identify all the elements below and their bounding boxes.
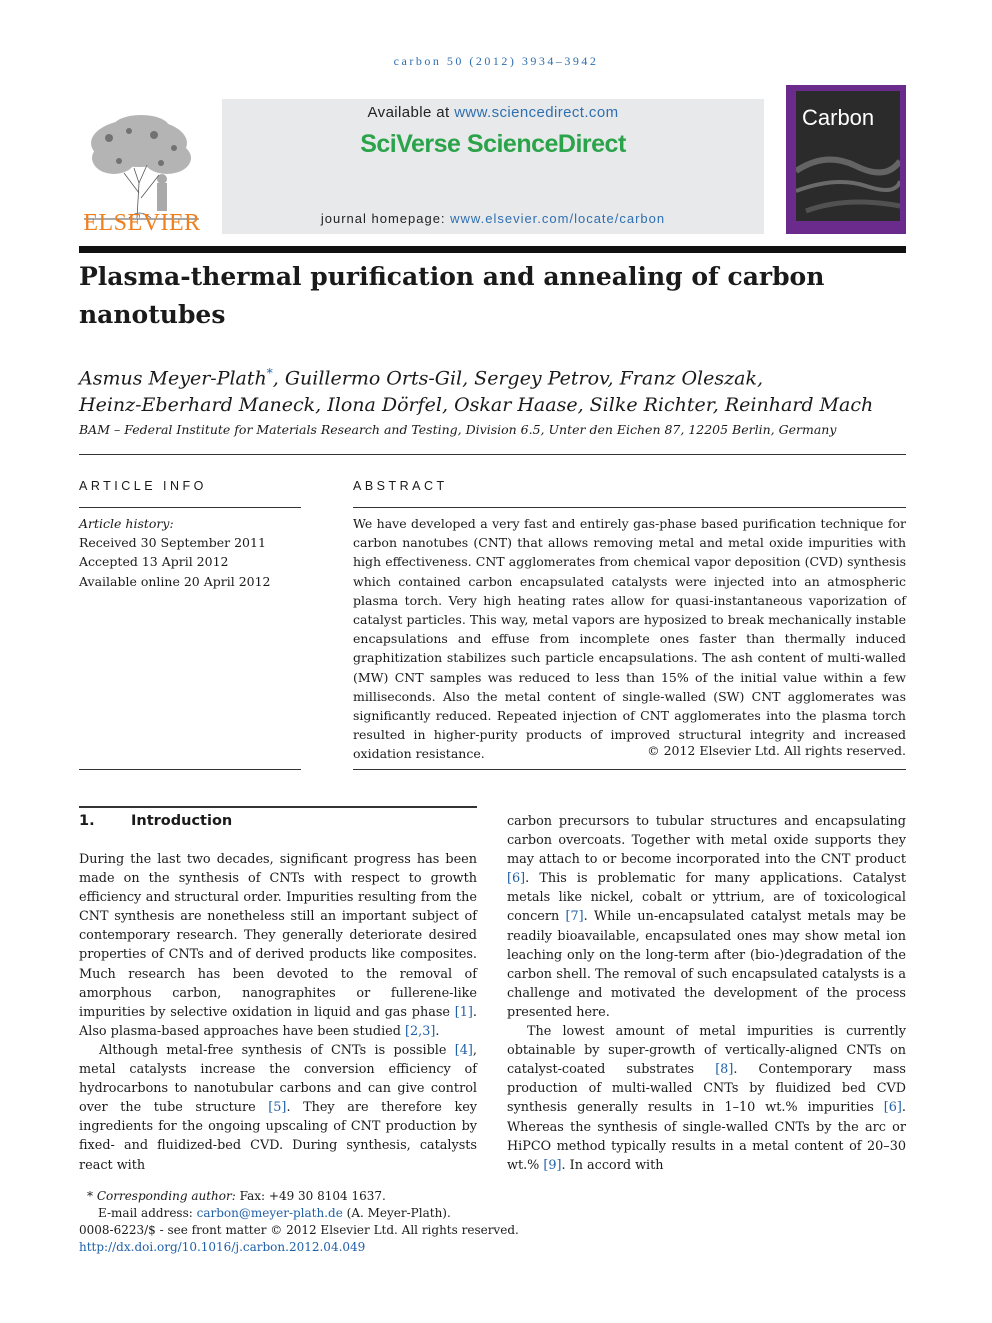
citation-link[interactable]: [4] [454,1042,473,1058]
sciencedirect-link[interactable]: www.sciencedirect.com [454,104,619,121]
issn-line: 0008-6223/$ - see front matter © 2012 Elsevier Ltd. All rights reserved. [79,1223,519,1237]
paragraph-text: The lowest amount of metal impurities is currently obtainable by super-growth of vertically-aligned CNTs on catalyst-coated substrates [507,1024,906,1078]
corresponding-author-label: Corresponding author: [96,1189,236,1203]
citation-link[interactable]: [5] [268,1100,287,1116]
publisher-name: ELSEVIER [83,210,201,236]
footnotes [79,1188,906,1256]
affiliation: BAM – Federal Institute for Materials Research and Testing, Division 6.5, Unter den Eichen 87, 12205 Berlin, Germany [79,422,837,437]
paragraph-text: Although metal-free synthesis of CNTs is possible [99,1042,455,1058]
homepage-prefix: journal homepage: [320,211,451,226]
paragraph-text: . In accord with [561,1157,664,1173]
citation-link[interactable]: [1] [454,1004,473,1020]
masthead-rule [79,246,906,253]
paragraph-text: . Contemporary mass production of multi-walled CNTs by fluidized bed CVD synthesis generally results in 1–10 wt.% impurities [507,1062,906,1116]
journal-homepage-link[interactable]: www.elsevier.com/locate/carbon [450,211,666,226]
article-info-bottom-rule [79,769,301,770]
cover-title: Carbon [802,105,875,130]
corresponding-author-marker[interactable]: * [266,366,273,380]
section-title: Introduction [131,813,233,829]
section-number: 1. [79,813,95,829]
abstract-text: We have developed a very fast and entirely gas-phase based purification technique for carbon nanotubes (CNT) that allows removing metal and metal oxide impurities with high effectiveness. CNT agglomerates from chemical vapor deposition (CVD) synthesis which contained carbon encapsulated catalysts were injected into an atmospheric plasma torch. Very high heating rates allow for quasi-instantaneous vaporization of catalyst particles. This way, metal vapors are hyposized to break mechanically instable encapsulations and effuse from incomplete ones faster than thermally induced graphitization stabilizes such particle encapsulations. The ash content of multi-walled (MW) CNT samples was reduced to less than 15% of the initial value within a few milliseconds. Also the metal content of single-walled (SW) CNT agglomerates was significantly reduced. Repeated injection of CNT agglomerates into the plasma torch resulted in higher-purity products of improved structural integrity and increased oxidation resistance. [353,516,906,762]
paragraph-text: During the last two decades, significant progress has been made on the synthesis of CNTs with respect to growth efficiency and structural order. Impurities resulting from the CNT synthesis are nonetheless still an important subject of contemporary research. They generally deteriorate desired properties of CNTs and of derived products like composites. Much research has been devoted to the removal of amorphous carbon, nanographites or fullerene-like impurities by selective oxidation in liquid and gas phase [79,852,477,1020]
paragraph [79,1041,477,1175]
available-at [222,104,764,121]
article-title: Plasma-thermal purification and annealing of carbon nanotubes [79,262,825,329]
journal-cover-image [786,85,906,234]
cover-artwork [796,91,900,228]
abstract-bottom-rule [353,769,906,770]
journal-homepage [222,211,764,226]
first-author: Asmus Meyer-Plath [79,367,267,390]
paragraph-text: . This is problematic for many applications. Catalyst metals like nickel, cobalt or yttrium, are of toxicological concern [507,871,906,925]
citation-link[interactable]: [9] [543,1157,562,1173]
article-history [79,514,301,591]
paragraph-text: . While un-encapsulated catalyst metals may be readily bioavailable, encapsulated ones may show metal ion leaching only on the long-term after (bio-)degradation of the carbon shell. The removal of such encapsulated catalysts is a challenge and motivated the development of the process presented here. [507,909,906,1020]
footnote-marker: * [87,1189,93,1203]
affiliation-rule [79,454,906,455]
citation-link[interactable]: [2,3] [405,1023,436,1039]
citation-link[interactable]: [6] [883,1100,902,1116]
authors-line1-rest: , Guillermo Orts-Gil, Sergey Petrov, Franz Oleszak, [272,367,764,390]
citation-link[interactable]: [7] [565,909,584,925]
accepted-date: Accepted 13 April 2012 [79,554,229,570]
citation-link[interactable]: [8] [715,1062,734,1078]
paragraph-text: . They are therefore key ingredients for the ongoing upscaling of CNT production by fixed- and fluidized-bed CVD. During synthesis, catalysts react with [79,1100,477,1173]
citation-link[interactable]: [6] [507,871,526,887]
platform-name: SciVerse ScienceDirect [360,130,626,158]
received-date: Received 30 September 2011 [79,535,266,551]
paragraph-text: . Whereas the synthesis of single-walled CNTs by the arc or HiPCO method typically results in a metal content of 20–30 wt.% [507,1100,906,1173]
abstract-copyright: © 2012 Elsevier Ltd. All rights reserved. [647,743,906,758]
abstract-label: ABSTRACT [353,479,448,493]
authors-line2: Heinz-Eberhard Maneck, Ilona Dörfel, Oskar Haase, Silke Richter, Reinhard Mach [79,394,874,417]
paragraph [79,850,477,1041]
author-list [79,360,906,419]
doi-link[interactable]: http://dx.doi.org/10.1016/j.carbon.2012.04.049 [79,1240,366,1254]
section-rule [79,806,477,808]
paragraph-text: . Also plasma-based approaches have been studied [79,1004,477,1039]
paragraph-text: . [435,1023,440,1039]
history-heading: Article history: [79,516,174,531]
journal-citation: carbon 50 (2012) 3934–3942 [393,54,599,68]
paragraph-text: carbon precursors to tubular structures and encapsulating carbon overcoats. Together with metal oxide supports they may attach to or become incorporated into the CNT product [507,814,906,868]
article-info-label: ARTICLE INFO [79,479,207,493]
article-info-rule [79,507,301,508]
email-note [79,1205,906,1222]
body-column-right [507,812,906,1175]
available-prefix: Available at [367,104,455,121]
body-column-left [79,850,477,1175]
email-label: E-mail address: [98,1206,197,1220]
paragraph [507,812,906,1022]
email-link[interactable]: carbon@meyer-plath.de [196,1206,343,1220]
corresponding-author-fax: Fax: +49 30 8104 1637. [235,1189,386,1203]
email-suffix: (A. Meyer-Plath). [342,1206,451,1220]
abstract-rule [353,507,906,508]
corresponding-author-note [79,1188,906,1205]
paragraph-text: , metal catalysts increase the conversion efficiency of hydrocarbons to nanotubular carbons and can give control over the tube structure [79,1042,477,1116]
online-date: Available online 20 April 2012 [79,573,271,589]
paragraph [507,1022,906,1175]
